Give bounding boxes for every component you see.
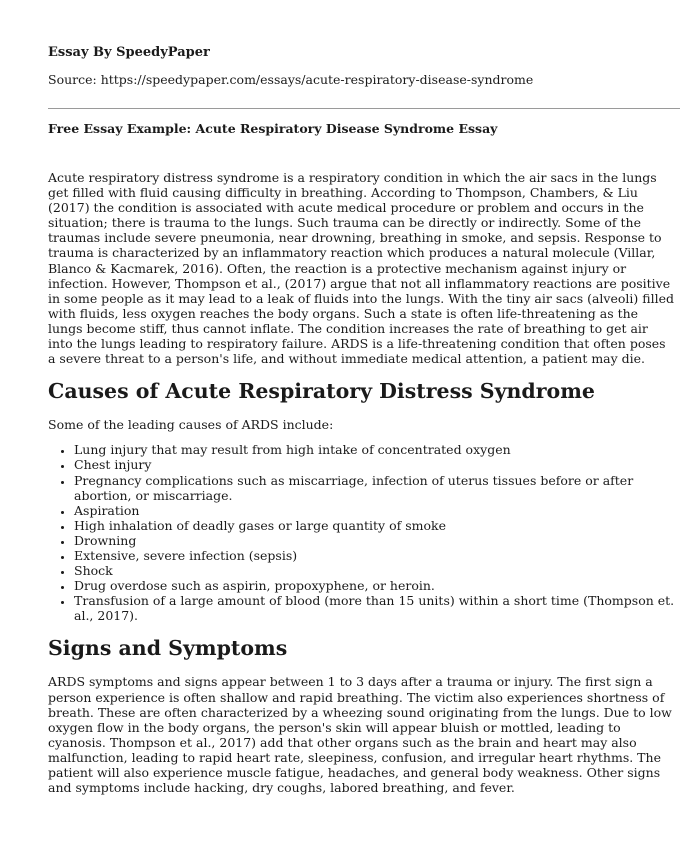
essay-title: Free Essay Example: Acute Respiratory Disease Syndrome Essay (48, 121, 498, 136)
list-item: • Pregnancy complications such as miscarriage, infection of uterus tissues before or after abortion, or miscarriage. (74, 473, 675, 503)
header-divider (48, 108, 680, 109)
causes-intro: Some of the leading causes of ARDS include: (48, 417, 334, 433)
list-item: • Extensive, severe infection (sepsis) (74, 548, 675, 563)
list-item: • Drowning (74, 533, 675, 548)
source-url: Source: https://speedypaper.com/essays/acute-respiratory-disease-syndrome (48, 72, 534, 87)
list-item: • Lung injury that may result from high intake of concentrated oxygen (74, 442, 675, 457)
list-item: • Shock (74, 563, 675, 578)
essay-body (48, 170, 675, 795)
signs-paragraph: ARDS symptoms and signs appear between 1 to 3 days after a trauma or injury. The first sign a person experience is often shallow and rapid breathing. The victim also experiences shortness of breath. These are often characterized by a wheezing sound originating from the lungs. Due to low oxygen flow in the body organs, the person's skin will appear bluish or mottled, leading to cyanosis. Thompson et al., 2017) add that other organs such as the brain and heart may also malfunction, leading to rapid heart rate, sleepiness, confusion, and irregular heart rhythms. The patient will also experience muscle fatigue, headaches, and general body weakness. Other signs and symptoms include hacking, dry coughs, labored breathing, and fever. (48, 674, 672, 796)
list-item: • Drug overdose such as aspirin, propoxyphene, or heroin. (74, 578, 675, 593)
causes-list (48, 442, 675, 623)
brand-label: Essay By SpeedyPaper (48, 45, 210, 60)
list-item: • Aspiration (74, 503, 675, 518)
signs-heading: Signs and Symptoms (48, 636, 288, 661)
list-item: • Transfusion of a large amount of blood (more than 15 units) within a short time (Thompson et. al., 2017). (74, 593, 675, 623)
causes-heading: Causes of Acute Respiratory Distress Syndrome (48, 379, 595, 404)
list-item: • Chest injury (74, 457, 675, 472)
list-item: • High inhalation of deadly gases or large quantity of smoke (74, 518, 675, 533)
intro-paragraph: Acute respiratory distress syndrome is a respiratory condition in which the air sacs in the lungs get filled with fluid causing difficulty in breathing. According to Thompson, Chambers, & Liu (2017) the condition is associated with acute medical procedure or problem and occurs in the situation; there is trauma to the lungs. Such trauma can be directly or indirectly. Some of the traumas include severe pneumonia, near drowning, breathing in smoke, and sepsis. Response to trauma is characterized by an inflammatory reaction which produces a natural molecule (Villar, Blanco & Kacmarek, 2016). Often, the reaction is a protective mechanism against injury or infection. However, Thompson et al., (2017) argue that not all inflammatory reactions are positive in some people as it may lead to a leak of fluids into the lungs. With the tiny air sacs (alveoli) filled with fluids, less oxygen reaches the body organs. Such a state is often life-threatening as the lungs become stiff, thus cannot inflate. The condition increases the rate of breathing to get air into the lungs leading to respiratory failure. ARDS is a life-threatening condition that often poses a severe threat to a person's life, and without immediate medical attention, a patient may die. (48, 170, 674, 367)
